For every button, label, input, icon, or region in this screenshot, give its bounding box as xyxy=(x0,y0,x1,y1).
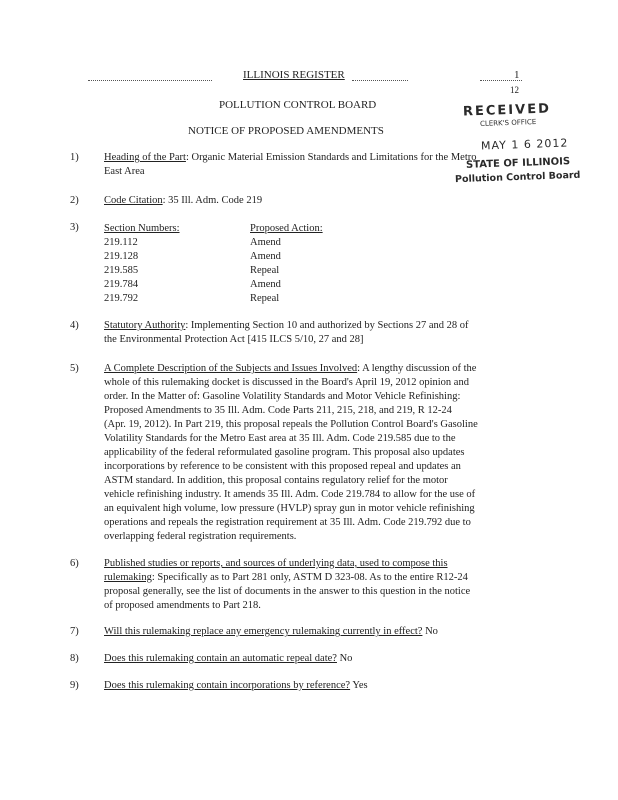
item-2-text: : 35 Ill. Adm. Code 219 xyxy=(162,195,263,206)
item-5-text: : A lengthy discussion of the xyxy=(357,363,477,374)
item-4-label: Statutory Authority xyxy=(104,320,186,331)
item-9-answer: Yes xyxy=(350,680,368,691)
item-3-number: 3) xyxy=(70,222,79,233)
item-1-heading xyxy=(104,152,476,164)
item-5-line: applicability of the federal reformulated gasoline program. This proposal also updates xyxy=(104,447,465,458)
item-5-line: operations and repeals the registration requirement at 35 Ill. Adm. Code 219.792 due to xyxy=(104,517,471,528)
section-number: 219.792 xyxy=(104,293,139,304)
header-right-rule xyxy=(352,80,408,81)
item-6-line3: proposal generally, see the list of documents in the answer to this question in the notice xyxy=(104,586,471,597)
item-5-line: Proposed Amendments to 35 Ill. Adm. Code Parts 211, 215, 218, and 219, R 12-24 xyxy=(104,405,452,416)
item-5-label: A Complete Description of the Subjects and Issues Involved xyxy=(104,363,358,374)
item-6-line4: of proposed amendments to Part 218. xyxy=(104,600,261,611)
item-2-label: Code Citation xyxy=(104,195,163,206)
item-4-line2: the Environmental Protection Act [415 ILCS 5/10, 27 and 28] xyxy=(104,334,364,345)
item-1-number: 1) xyxy=(70,152,79,163)
item-6-line2 xyxy=(104,572,468,584)
stamp-state: STATE OF ILLINOIS xyxy=(465,156,571,171)
item-5-line: overlapping federal registration requirements. xyxy=(104,531,297,542)
page-number: 1 xyxy=(514,69,520,81)
item-6-label-end: rulemaking xyxy=(104,572,152,583)
section-numbers-column xyxy=(104,222,180,306)
proposed-action: Amend xyxy=(250,251,281,262)
section-numbers-header: Section Numbers: xyxy=(104,223,180,234)
proposed-action: Amend xyxy=(250,279,281,290)
item-5-line: vehicle refinishing industry. It amends 35 Ill. Adm. Code 219.784 to allow for the use of xyxy=(104,489,476,500)
item-2-heading xyxy=(104,195,262,207)
proposed-action: Amend xyxy=(250,237,281,248)
stamp-clerks-office: CLERK'S OFFICE xyxy=(479,118,537,128)
stamp-date: MAY 1 6 2012 xyxy=(480,136,569,153)
item-8-question xyxy=(104,653,352,665)
item-4-heading xyxy=(104,320,469,332)
item-7-number: 7) xyxy=(70,626,79,637)
register-title: ILLINOIS REGISTER xyxy=(243,69,345,81)
item-1-line2: East Area xyxy=(104,166,145,177)
section-number: 219.585 xyxy=(104,265,139,276)
item-4-number: 4) xyxy=(70,320,79,331)
proposed-action-column xyxy=(250,222,323,306)
section-number: 219.784 xyxy=(104,279,139,290)
item-5-line: (Apr. 19, 2012). In Part 219, this proposal repeals the Pollution Control Board's Gasoline xyxy=(104,419,478,430)
item-9-number: 9) xyxy=(70,680,79,691)
item-5-line: Volatility Standards for the Metro East area at 35 Ill. Adm. Code 219.585 due to the xyxy=(104,433,456,444)
item-6-number: 6) xyxy=(70,558,79,569)
stamp-received: RECEIVED xyxy=(462,101,552,120)
proposed-action: Repeal xyxy=(250,265,280,276)
item-7-question xyxy=(104,626,438,638)
item-8-answer: No xyxy=(336,653,353,664)
item-8-label: Does this rulemaking contain an automatic repeal date? xyxy=(104,653,337,664)
item-7-answer: No xyxy=(422,626,438,637)
stamp-board: Pollution Control Board xyxy=(454,169,581,186)
item-5-line: whole of this rulemaking docket is discussed in the Board's April 19, 2012 opinion and xyxy=(104,377,469,388)
item-4-text: : Implementing Section 10 and authorized by Sections 27 and 28 of xyxy=(185,320,469,331)
item-8-number: 8) xyxy=(70,653,79,664)
item-5-line: an equivalent high volume, low pressure (HVLP) spray gun in motor vehicle refinishing xyxy=(104,503,475,514)
item-5-number: 5) xyxy=(70,363,79,374)
item-1-text: : Organic Material Emission Standards and Limitations for the Metro xyxy=(185,152,477,163)
item-6-text: : Specifically as to Part 281 only, ASTM D 323-08. As to the entire R12-24 xyxy=(151,572,468,583)
notice-title: NOTICE OF PROPOSED AMENDMENTS xyxy=(188,125,384,137)
item-9-question xyxy=(104,680,368,692)
item-6-label: Published studies or reports, and sources of underlying data, used to compose this xyxy=(104,558,448,569)
board-title: POLLUTION CONTROL BOARD xyxy=(219,99,377,111)
item-9-label: Does this rulemaking contain incorporations by reference? xyxy=(104,680,351,691)
page-sub-number: 12 xyxy=(510,85,519,95)
item-5-line: order. In the Matter of: Gasoline Volatility Standards and Motor Vehicle Refinishing: xyxy=(104,391,461,402)
section-number: 219.112 xyxy=(104,237,138,248)
item-5-line: incorporations by reference to be consistent with this proposed repeal and updates an xyxy=(104,461,461,472)
item-7-label: Will this rulemaking replace any emergency rulemaking currently in effect? xyxy=(104,626,423,637)
item-1-label: Heading of the Part xyxy=(104,152,186,163)
section-number: 219.128 xyxy=(104,251,139,262)
header-left-rule xyxy=(88,80,212,81)
item-5-line: ASTM standard. In addition, this proposal contains regulatory relief for the motor xyxy=(104,475,448,486)
item-2-number: 2) xyxy=(70,195,79,206)
proposed-action: Repeal xyxy=(250,293,280,304)
item-5-heading xyxy=(104,363,476,375)
proposed-action-header: Proposed Action: xyxy=(250,223,323,234)
